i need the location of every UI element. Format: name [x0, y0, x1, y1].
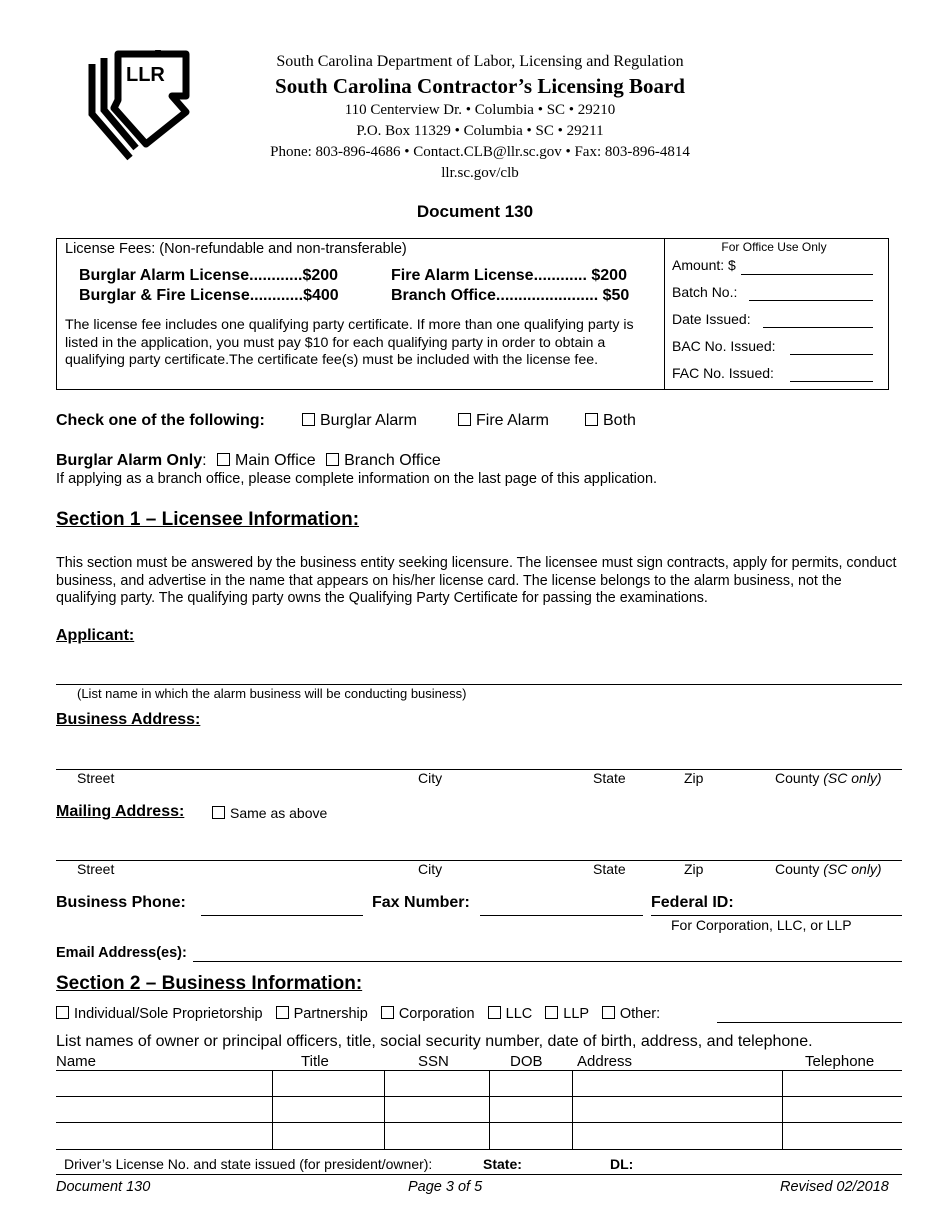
branch-note: If applying as a branch office, please complete information on the last page of this application.	[56, 471, 658, 487]
col-ssn: SSN	[418, 1053, 449, 1070]
dl-number-label: DL:	[610, 1156, 634, 1172]
fee-burglar	[79, 267, 338, 285]
type-partnership[interactable]	[276, 1006, 368, 1022]
type-individual[interactable]	[56, 1006, 263, 1022]
business-address-label: Business Address:	[56, 711, 201, 728]
footer-page: Page 3 of 5	[408, 1179, 483, 1195]
fee-label: Burglar Alarm License	[79, 267, 250, 284]
table-row[interactable]	[56, 1122, 902, 1123]
fee-label: Fire Alarm License	[391, 267, 534, 284]
mail-state: State	[593, 861, 626, 877]
addr-state: State	[593, 770, 626, 786]
type-llp[interactable]	[545, 1006, 589, 1022]
officers-instructions: List names of owner or principal officers, title, social security number, date of birth, address, and telephone.	[56, 1033, 813, 1050]
addr-county	[775, 770, 882, 786]
fee-amount: $400	[303, 287, 339, 304]
footer-revised: Revised 02/2018	[780, 1179, 889, 1195]
fire-alarm-checkbox[interactable]	[458, 413, 471, 426]
office-amount	[672, 257, 736, 273]
fee-burglar-fire	[79, 287, 339, 305]
type-corporation[interactable]	[381, 1006, 475, 1022]
type-other[interactable]	[602, 1006, 660, 1022]
fee-dots: .......................	[495, 287, 599, 304]
llc-checkbox[interactable]	[488, 1006, 501, 1019]
fee-dots: ............	[249, 287, 304, 304]
col-name: Name	[56, 1053, 97, 1070]
individual-checkbox[interactable]	[56, 1006, 69, 1019]
mail-street: Street	[77, 861, 115, 877]
business-type-row	[56, 1006, 660, 1022]
fee-amount: $200	[591, 267, 627, 284]
option-label: Fire Alarm	[476, 412, 549, 429]
logo-text: LLR	[126, 64, 165, 86]
dl-label: Driver’s License No. and state issued (for president/owner):	[64, 1156, 433, 1172]
dl-line[interactable]	[56, 1174, 902, 1175]
county-note: (SC only)	[823, 861, 882, 877]
type-label: Partnership	[293, 1006, 368, 1022]
table-row[interactable]	[56, 1096, 902, 1097]
business-phone-label: Business Phone:	[56, 894, 186, 911]
mail-county	[775, 861, 882, 877]
type-label: Corporation	[398, 1006, 475, 1022]
county-label: County	[775, 861, 820, 877]
same-as-above-label: Same as above	[230, 805, 328, 821]
fee-amount: $200	[302, 267, 339, 284]
board-name: South Carolina Contractor’s Licensing Board	[275, 74, 685, 98]
dl-state-label: State:	[483, 1156, 522, 1172]
section-1-text: This section must be answered by the business entity seeking licensure. The licensee must sign contracts, apply for permits, conduct business, and advertise in the name that appears on his/her license card. The license belongs to the alarm business, not the qualifying party. The qualifying party owns the Qualifying Party Certificate for passing the examinations.	[56, 555, 897, 606]
fee-dots: ............	[533, 267, 587, 284]
option-both[interactable]	[585, 412, 636, 430]
other-type-line[interactable]	[717, 1022, 902, 1023]
fees-box	[56, 238, 665, 390]
main-office-checkbox[interactable]	[217, 453, 230, 466]
type-label: Individual/Sole Proprietorship	[74, 1006, 263, 1022]
same-as-above-checkbox[interactable]	[212, 806, 225, 819]
fee-branch	[391, 287, 629, 305]
option-main-office[interactable]	[217, 452, 316, 469]
office-use-title: For Office Use Only	[721, 240, 827, 254]
office-use-box	[664, 238, 889, 390]
col-address: Address	[577, 1053, 633, 1070]
burglar-only-row	[56, 452, 441, 470]
partnership-checkbox[interactable]	[276, 1006, 289, 1019]
branch-office-checkbox[interactable]	[326, 453, 339, 466]
address-line-2: P.O. Box 11329 • Columbia • SC • 29211	[356, 123, 604, 139]
option-fire-alarm[interactable]	[458, 412, 549, 430]
applicant-hint: (List name in which the alarm business will be conducting business)	[77, 686, 467, 701]
office-batch: Batch No.:	[672, 284, 738, 300]
type-llc[interactable]	[488, 1006, 533, 1022]
section-2-title: Section 2 – Business Information:	[56, 973, 363, 994]
option-label: Burglar Alarm	[320, 412, 417, 429]
amount-sign: $	[728, 257, 736, 273]
fee-label: Burglar & Fire License	[79, 287, 250, 304]
office-fac: FAC No. Issued:	[672, 365, 774, 381]
fees-note: The license fee includes one qualifying party certificate. If more than one qualifying party is listed in the application, you must pay $10 for each qualifying party in order to obtain a qualifying party certificate.The certificate fee(s) must be included with the license fee.	[65, 317, 634, 368]
applicant-line[interactable]	[56, 684, 902, 685]
address-line-1: 110 Centerview Dr. • Columbia • SC • 29210	[344, 102, 616, 118]
corporation-checkbox[interactable]	[381, 1006, 394, 1019]
col-telephone: Telephone	[805, 1053, 875, 1070]
email-label: Email Address(es):	[56, 945, 187, 961]
burglar-alarm-checkbox[interactable]	[302, 413, 315, 426]
contact-line: Phone: 803-896-4686 • Contact.CLB@llr.sc.gov • Fax: 803-896-4814	[270, 144, 690, 160]
fee-fire	[391, 267, 627, 285]
table-row[interactable]	[56, 1149, 902, 1150]
option-label: Branch Office	[344, 452, 441, 469]
mailing-address-label: Mailing Address:	[56, 803, 185, 820]
col-dob: DOB	[510, 1053, 543, 1070]
fax-number-line[interactable]	[480, 915, 643, 916]
llp-checkbox[interactable]	[545, 1006, 558, 1019]
burglar-only-colon: :	[202, 452, 207, 469]
section-1-title: Section 1 – Licensee Information:	[56, 509, 360, 530]
footer-doc: Document 130	[56, 1179, 151, 1195]
addr-zip: Zip	[684, 770, 704, 786]
addr-street: Street	[77, 770, 115, 786]
other-checkbox[interactable]	[602, 1006, 615, 1019]
addr-city: City	[418, 770, 443, 786]
fax-number-label: Fax Number:	[372, 894, 470, 911]
website: llr.sc.gov/clb	[441, 165, 519, 181]
document-title: Document 130	[416, 202, 534, 221]
mail-city: City	[418, 861, 443, 877]
type-label: LLP	[563, 1006, 589, 1022]
fee-dots: ............	[249, 267, 303, 284]
mail-zip: Zip	[684, 861, 704, 877]
col-title: Title	[301, 1053, 329, 1070]
fee-amount: $50	[602, 287, 630, 304]
federal-id-note: For Corporation, LLC, or LLP	[671, 917, 852, 933]
type-label: LLC	[505, 1006, 533, 1022]
type-label: Other:	[619, 1006, 661, 1022]
email-line[interactable]	[193, 961, 902, 962]
county-note: (SC only)	[823, 770, 882, 786]
amount-label: Amount:	[672, 257, 725, 273]
county-label: County	[775, 770, 820, 786]
fee-label: Branch Office	[391, 287, 496, 304]
fees-heading: License Fees: (Non-refundable and non-transferable)	[65, 241, 407, 257]
federal-id-label: Federal ID:	[651, 894, 734, 911]
option-burglar-alarm[interactable]	[302, 412, 417, 430]
same-as-above-option[interactable]	[212, 805, 327, 821]
dept-name: South Carolina Department of Labor, Licensing and Regulation	[276, 53, 684, 70]
burglar-only-label: Burglar Alarm Only	[56, 452, 203, 469]
option-branch-office[interactable]	[326, 452, 441, 469]
federal-id-line[interactable]	[651, 915, 902, 916]
business-phone-line[interactable]	[201, 915, 363, 916]
option-label: Both	[603, 412, 636, 429]
check-one-label: Check one of the following:	[56, 412, 265, 429]
option-label: Main Office	[235, 452, 316, 469]
both-checkbox[interactable]	[585, 413, 598, 426]
office-bac: BAC No. Issued:	[672, 338, 776, 354]
applicant-label: Applicant:	[56, 627, 135, 644]
office-date: Date Issued:	[672, 311, 751, 327]
